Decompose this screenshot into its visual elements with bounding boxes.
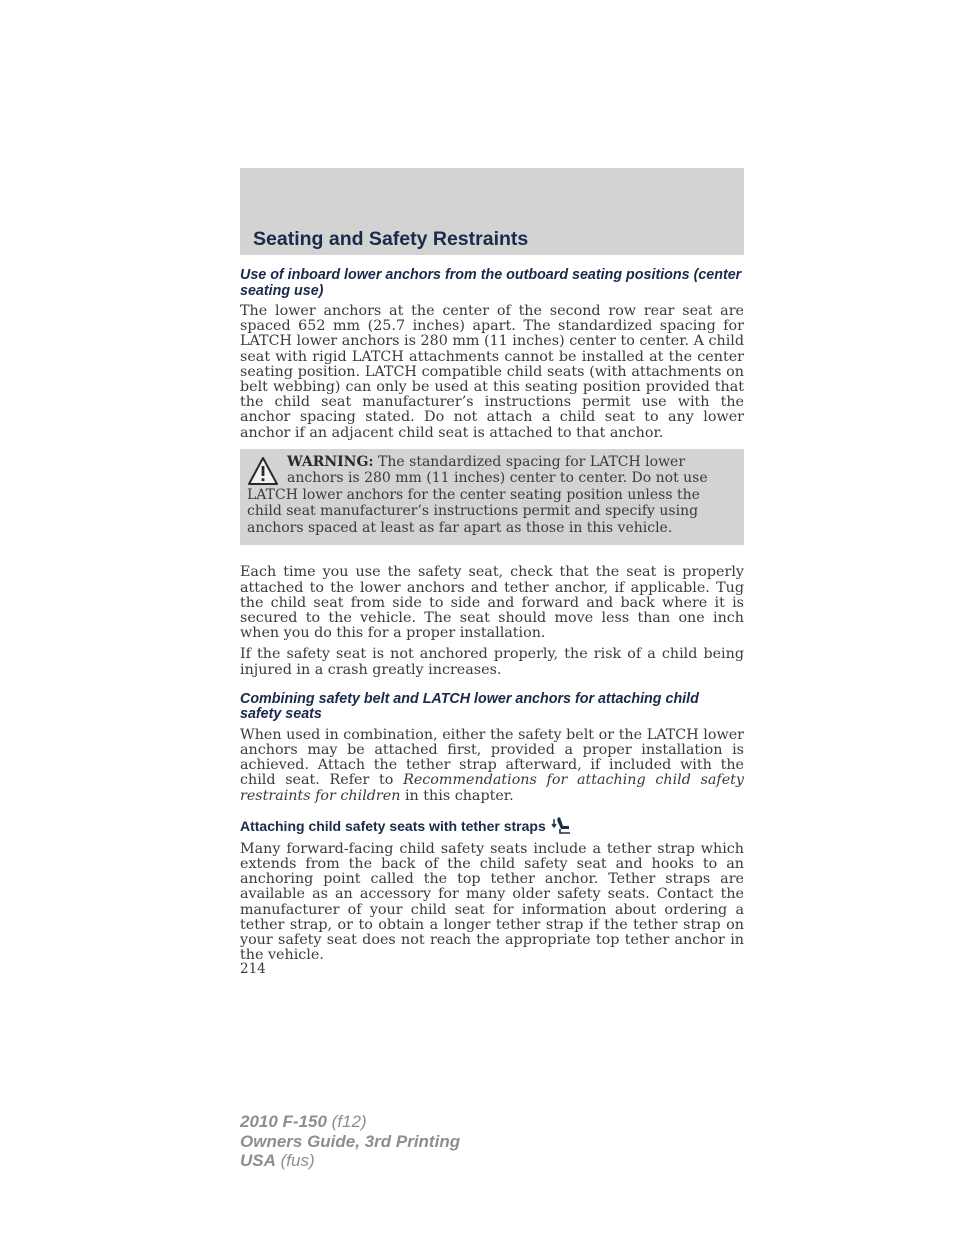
warning-label: WARNING: bbox=[287, 453, 374, 470]
tether-heading bbox=[240, 817, 744, 835]
footer-market: USA bbox=[240, 1151, 276, 1170]
check-seat-paragraph: Each time you use the safety seat, check that the seat is properly attached to the lower anchors and tether anchor, if applicable. Tug the child seat from side to side and forward and back where it is secured to the vehicle. The seat should move less than one inch when you do this for a proper installation. bbox=[240, 564, 744, 642]
inboard-anchors-paragraph: The lower anchors at the center of the second row rear seat are spaced 652 mm (25.7 inches) apart. The standardized spacing for LATCH lower anchors is 280 mm (11 inches) center to center. A child seat with rigid LATCH attachments cannot be installed at the center seating position. LATCH compatible child seats (with attachments on belt webbing) can only be used at this seating position provided that the child seat manufacturer’s instructions permit use with the anchor spacing stated. Do not attach a child seat to any lower anchor if an adjacent child seat is attached to that anchor. bbox=[240, 303, 744, 441]
document-footer bbox=[240, 1112, 460, 1171]
page-content bbox=[240, 268, 744, 963]
combining-text-start: When used in combination, either the safety belt or the LATCH lower anchors may be attached first, provided a proper installation is achieved. Attach the tether strap afterward, if included with the child seat. Refer to bbox=[240, 726, 744, 789]
footer-line-model bbox=[240, 1112, 460, 1132]
combining-text-end: in this chapter. bbox=[400, 787, 514, 804]
tether-heading-text: Attaching child safety seats with tether straps bbox=[240, 817, 546, 834]
child-seat-tether-icon bbox=[551, 817, 573, 835]
footer-line-printing: Owners Guide, 3rd Printing bbox=[240, 1131, 461, 1151]
warning-text: The standardized spacing for LATCH lower anchors is 280 mm (11 inches) center to center. Do not use LATCH lower anchors for the center seating position unless the child seat manufacturer’s instructions permit and specify using anchors spaced at least as far apart as those in this vehicle. bbox=[247, 453, 708, 536]
recommendations-reference: Recommendations for attaching child safety restraints for children bbox=[240, 772, 744, 804]
warning-triangle-icon bbox=[247, 456, 279, 486]
inboard-anchors-heading: Use of inboard lower anchors from the outboard seating positions (center seating use) bbox=[240, 267, 742, 299]
page-number: 214 bbox=[240, 961, 266, 977]
footer-model-code: (f12) bbox=[326, 1112, 367, 1131]
tether-paragraph: Many forward-facing child safety seats include a tether strap which extends from the back of the child safety seat and hooks to an anchoring point called the top tether anchor. Tether straps are available as an accessory for many older safety seats. Contact the manufacturer of your child seat for information about ordering a tether strap, or to obtain a longer tether strap if the tether strap on your safety seat does not reach the appropriate top tether anchor in the vehicle. bbox=[240, 840, 744, 964]
combining-heading: Combining safety belt and LATCH lower anchors for attaching child safety seats bbox=[240, 690, 699, 723]
warning-box bbox=[240, 449, 744, 546]
section-title: Seating and Safety Restraints bbox=[253, 228, 529, 250]
section-header-band bbox=[240, 168, 744, 255]
combining-paragraph bbox=[240, 728, 744, 804]
risk-paragraph: If the safety seat is not anchored properly, the risk of a child being injured in a crash greatly increases. bbox=[240, 646, 744, 678]
footer-market-code: (fus) bbox=[275, 1151, 315, 1170]
footer-model: 2010 F-150 bbox=[240, 1112, 327, 1131]
footer-line-market bbox=[240, 1151, 460, 1171]
